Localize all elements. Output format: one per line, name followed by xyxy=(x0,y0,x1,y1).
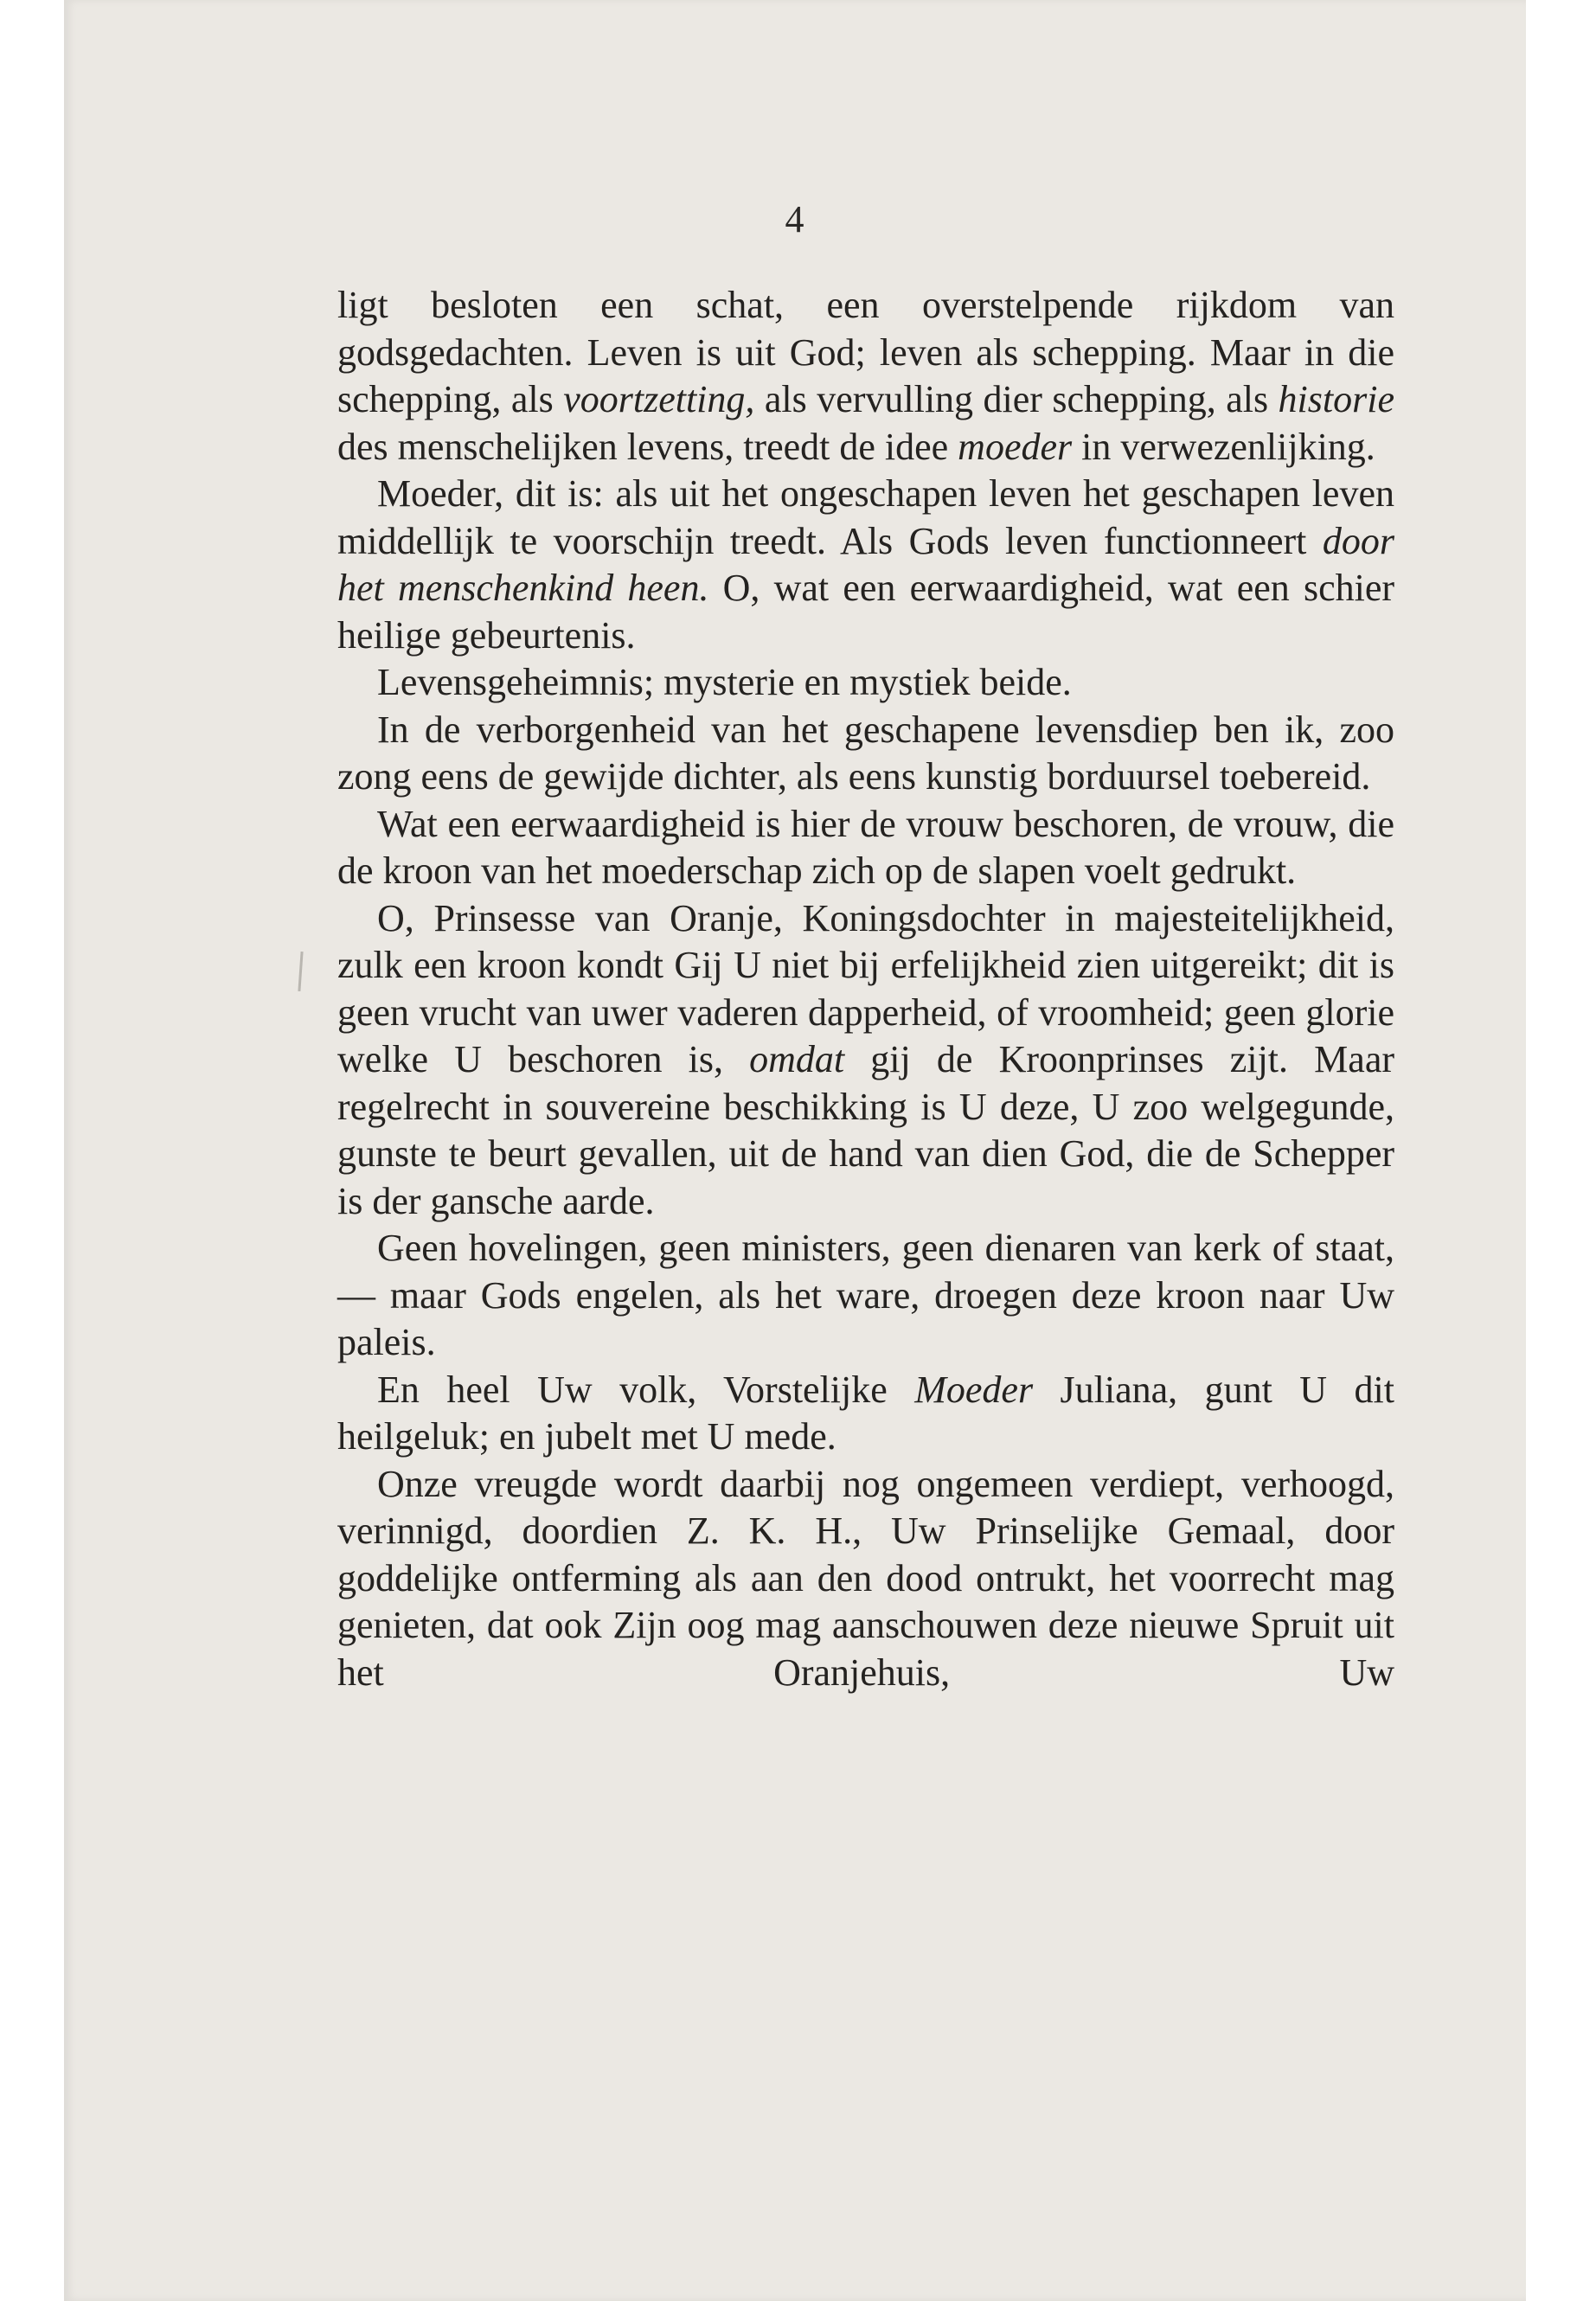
page-number: 4 xyxy=(785,198,805,240)
paragraph xyxy=(337,471,1394,659)
text-segment: Moeder, dit is: als uit het ongeschapen leven het geschapen leven middellijk te voorschijn treedt. Als Gods leven functionneert xyxy=(337,472,1394,562)
italic-text: omdat xyxy=(749,1038,845,1080)
italic-text: Moeder xyxy=(914,1368,1034,1411)
body-text xyxy=(337,282,1394,1696)
paragraph xyxy=(337,707,1394,801)
text-segment: des menschelijken levens, treedt de idee xyxy=(337,425,958,468)
text-segment: als vervulling dier schepping, als xyxy=(754,378,1279,420)
paragraph xyxy=(337,282,1394,471)
pencil-mark xyxy=(298,952,303,991)
text-segment: Geen hovelingen, geen ministers, geen dienaren van kerk of staat, — maar Gods engelen, als het ware, droegen deze kroon naar Uw paleis. xyxy=(337,1227,1394,1363)
italic-text: historie xyxy=(1278,378,1394,420)
paragraph xyxy=(337,1367,1394,1461)
paragraph xyxy=(337,1461,1394,1697)
paragraph xyxy=(337,1225,1394,1367)
text-segment: gij de Kroonprinses zijt. Maar regelrecht in souvereine beschikking is U deze, U zoo welgegunde, gunste te beurt gevallen, uit de hand van dien God, die de Schepper is der gansche aarde. xyxy=(337,1038,1394,1222)
text-segment: En heel Uw volk, Vorstelijke xyxy=(377,1368,915,1411)
italic-text: voortzetting, xyxy=(563,378,755,420)
italic-text: moeder xyxy=(958,425,1073,468)
text-segment: In de verborgenheid van het geschapene levensdiep ben ik, zoo zong eens de gewijde dichter, als eens kunstig borduursel toebereid. xyxy=(337,708,1394,798)
text-segment: Wat een eerwaardigheid is hier de vrouw beschoren, de vrouw, die de kroon van het moederschap zich op de slapen voelt gedrukt. xyxy=(337,802,1394,892)
paragraph xyxy=(337,801,1394,895)
text-segment: Onze vreugde wordt daarbij nog ongemeen verdiept, verhoogd, verinnigd, doordien Z. K. H., Uw Prinselijke Gemaal, door goddelijke ontferming als aan den dood ontrukt, het voorrecht mag genieten, dat ook Zijn oog mag aanschouwen deze nieuwe Spruit uit het Oranjehuis, Uw xyxy=(337,1462,1394,1694)
text-segment: O, Prinsesse van Oranje, Koningsdochter in majesteitelijkheid, zulk een kroon kondt Gij U niet bij erfelijkheid zien uitgereikt; dit is geen vrucht van uwer vaderen dapperheid, of vroomheid; geen glorie welke U beschoren is, xyxy=(337,896,1394,1080)
text-segment: Levensgeheimnis; mysterie en mystiek beide. xyxy=(377,661,1072,703)
text-segment: in verwezenlijking. xyxy=(1072,425,1375,468)
text-segment: Juliana, gunt U dit heilgeluk; en jubelt met U mede. xyxy=(337,1368,1394,1458)
text-segment: O, wat een eerwaardigheid, wat een schier heilige gebeurtenis. xyxy=(337,567,1394,657)
italic-text: door het menschenkind heen. xyxy=(337,519,1394,609)
book-page xyxy=(64,0,1526,2301)
text-segment: ligt besloten een schat, een overstelpende rijkdom van godsgedachten. Leven is uit God; leven als schepping. Maar in die schepping, als xyxy=(337,284,1394,420)
paragraph xyxy=(337,659,1394,707)
paragraph xyxy=(337,895,1394,1226)
scan-margin xyxy=(0,0,64,2301)
